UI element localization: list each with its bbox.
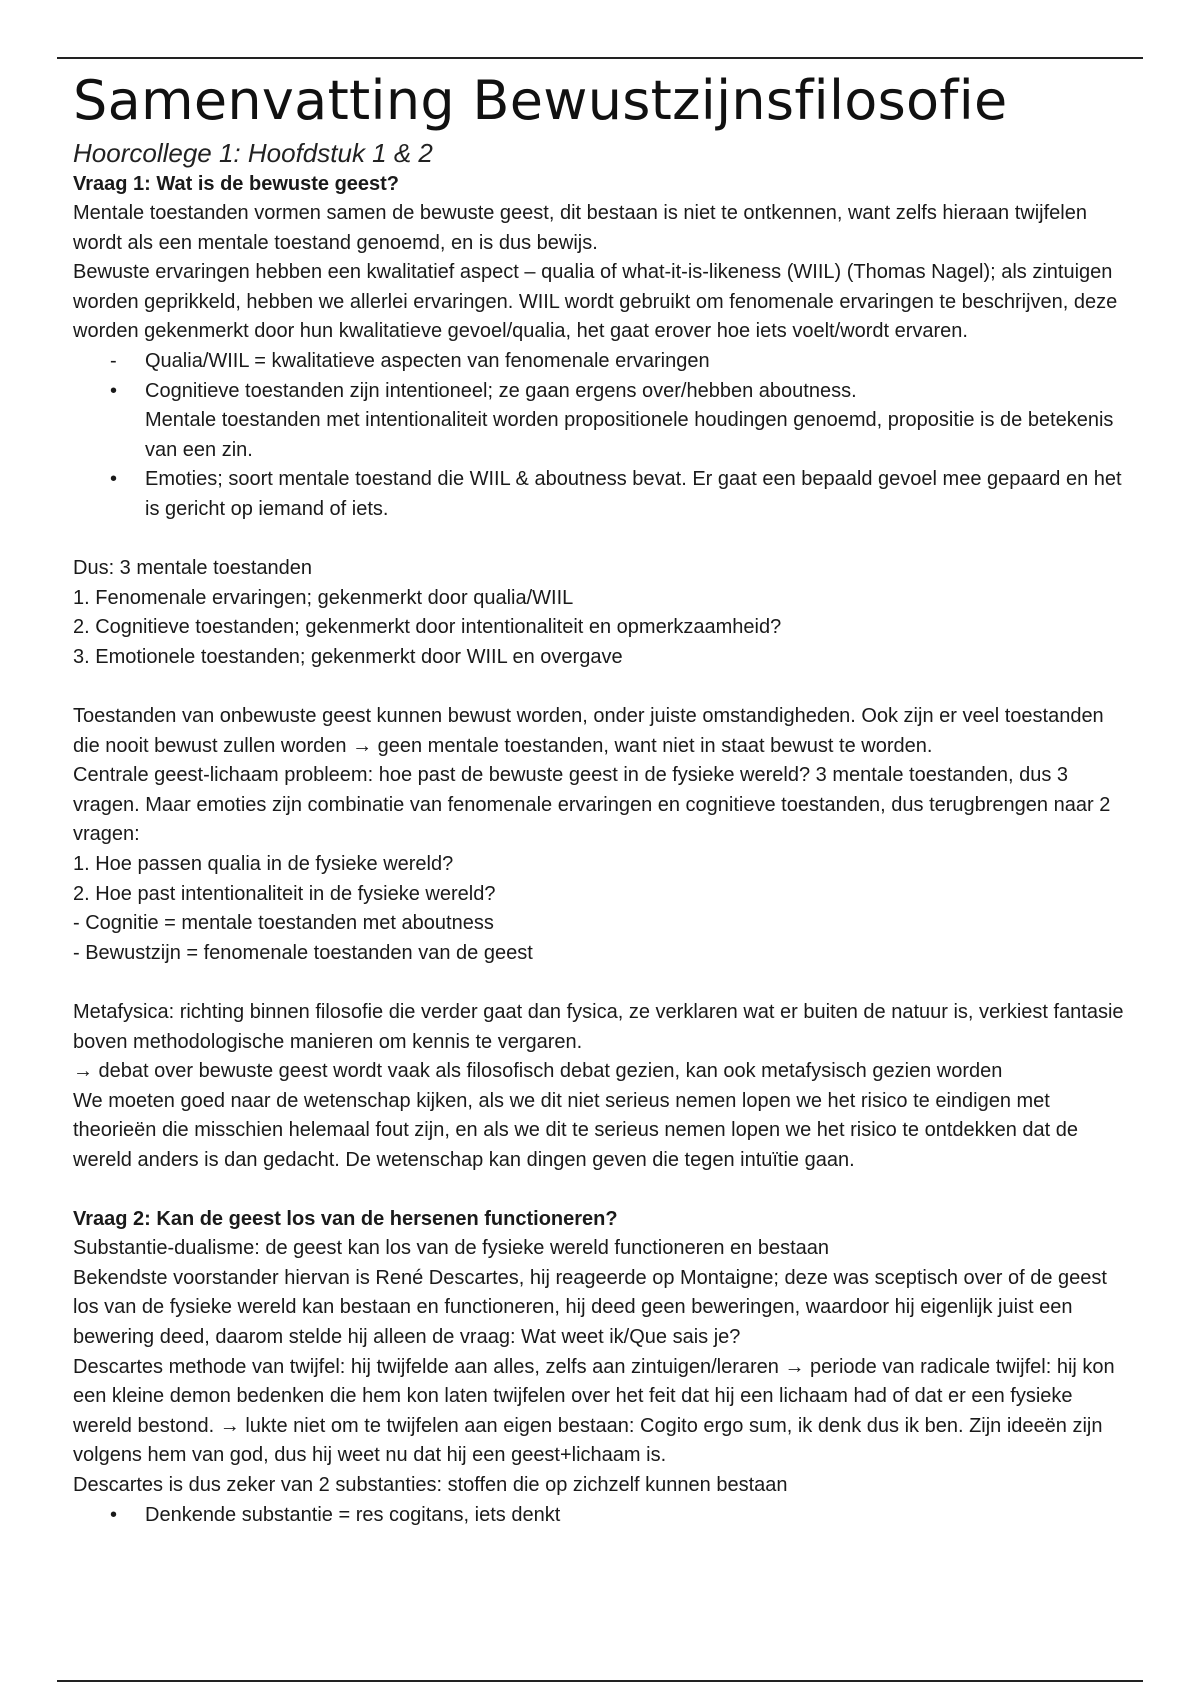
list-item-text: Denkende substantie = res cogitans, iets denkt [145, 1503, 561, 1526]
list-item-extra-text: Mentale toestanden met intentionaliteit worden propositionele houdingen genoemd, propositie is de betekenis van een zin. [145, 409, 1114, 461]
bullet-marker: • [110, 379, 118, 402]
definition-line: - Bewustzijn = fenomenale toestanden van de geest [73, 941, 533, 964]
list-item [73, 377, 1133, 466]
question-line: 1. Hoe passen qualia in de fysieke wereld? [73, 853, 454, 876]
list-item-text: Emoties; soort mentale toestand die WIIL & aboutness bevat. Er gaat een bepaald gevoel mee gepaard en het is gericht op iemand of iets. [145, 468, 1122, 520]
bottom-rule [57, 1680, 1143, 1682]
bullet-list [73, 1501, 1133, 1531]
top-rule [57, 57, 1143, 59]
list-item [73, 347, 1133, 377]
list-item-text: Qualia/WIIL = kwalitatieve aspecten van fenomenale ervaringen [145, 349, 710, 372]
summary-line: Dus: 3 mentale toestanden [73, 557, 313, 580]
paragraph: Bewuste ervaringen hebben een kwalitatief aspect – qualia of what-it-is-likeness (WIIL) (Thomas Nagel); als zintuigen worden geprikkeld, hebben we allerlei ervaringen. WIIL wordt gebruikt om fenomenale ervaringen te beschrijven, deze worden gekenmerkt door hun kwalitatieve gevoel/qualia, het gaat erover hoe iets voelt/wordt ervaren. [73, 261, 1118, 343]
list-item-text: Cognitieve toestanden zijn intentioneel; ze gaan ergens over/hebben aboutness. [145, 379, 857, 402]
paragraph: Centrale geest-lichaam probleem: hoe past de bewuste geest in de fysieke wereld? 3 mentale toestanden, dus 3 vragen. Maar emoties zijn combinatie van fenomenale ervaringen en cognitieve toestanden, dus terugbrengen naar 2 vragen: [73, 764, 1111, 846]
paragraph: → debat over bewuste geest wordt vaak als filosofisch debat gezien, kan ook metafysisch gezien worden [73, 1060, 1003, 1083]
summary-line: 3. Emotionele toestanden; gekenmerkt door WIIL en overgave [73, 645, 623, 668]
paragraph: Substantie-dualisme: de geest kan los van de fysieke wereld functioneren en bestaan [73, 1237, 830, 1260]
question-line: 2. Hoe past intentionaliteit in de fysieke wereld? [73, 882, 496, 905]
document-subtitle: Hoorcollege 1: Hoofdstuk 1 & 2 [73, 138, 433, 168]
paragraph: Metafysica: richting binnen filosofie die verder gaat dan fysica, ze verklaren wat er buiten de natuur is, verkiest fantasie boven methodologische manieren om kennis te vergaren. [73, 1001, 1124, 1053]
definition-line: - Cognitie = mentale toestanden met aboutness [73, 912, 494, 935]
paragraph: Mentale toestanden vormen samen de bewuste geest, dit bestaan is niet te ontkennen, want zelfs hieraan twijfelen wordt als een mentale toestand genoemd, en is dus bewijs. [73, 202, 1087, 254]
paragraph: Toestanden van onbewuste geest kunnen bewust worden, onder juiste omstandigheden. Ook zijn er veel toestanden die nooit bewust zullen worden → geen mentale toestanden, want niet in staat bewust te worden. [73, 705, 1104, 757]
list-item [73, 465, 1133, 524]
document-page [73, 68, 1133, 1530]
paragraph: Bekendste voorstander hiervan is René Descartes, hij reageerde op Montaigne; deze was sceptisch over of de geest los van de fysieke wereld kan bestaan en functioneren, hij deed geen beweringen, waardoor hij eigenlijk juist een bewering deed, daarom stelde hij alleen de vraag: Wat weet ik/Que sais je? [73, 1266, 1107, 1348]
question-1-heading: Vraag 1: Wat is de bewuste geest? [73, 173, 400, 195]
dash-marker: - [110, 349, 117, 372]
paragraph: We moeten goed naar de wetenschap kijken, als we dit niet serieus nemen lopen we het risico te eindigen met theorieën die misschien helemaal fout zijn, en als we dit te serieus nemen lopen we het risico te ontdekken dat de wereld anders is dan gedacht. De wetenschap kan dingen geven die tegen intuïtie gaan. [73, 1089, 1079, 1171]
list-item [73, 1501, 1133, 1531]
summary-line: 1. Fenomenale ervaringen; gekenmerkt door qualia/WIIL [73, 586, 574, 609]
question-2-heading: Vraag 2: Kan de geest los van de hersenen functioneren? [73, 1208, 618, 1231]
paragraph: Descartes methode van twijfel: hij twijfelde aan alles, zelfs aan zintuigen/leraren → periode van radicale twijfel: hij kon een kleine demon bedenken die hem kon laten twijfelen over het feit dat hij een lichaam had of dat er een fysieke wereld bestond. → lukte niet om te twijfelen aan eigen bestaan: Cogito ergo sum, ik denk dus ik ben. Zijn ideeën zijn volgens hem van god, dus hij weet nu dat hij een geest+lichaam is. [73, 1355, 1115, 1467]
bullet-marker: • [110, 468, 118, 491]
document-title: Samenvatting Bewustzijnsfilosofie [73, 69, 1008, 132]
paragraph: Descartes is dus zeker van 2 substanties: stoffen die op zichzelf kunnen bestaan [73, 1473, 788, 1496]
bullet-list [73, 347, 1133, 525]
summary-line: 2. Cognitieve toestanden; gekenmerkt door intentionaliteit en opmerkzaamheid? [73, 616, 782, 639]
bullet-marker: • [110, 1503, 118, 1526]
